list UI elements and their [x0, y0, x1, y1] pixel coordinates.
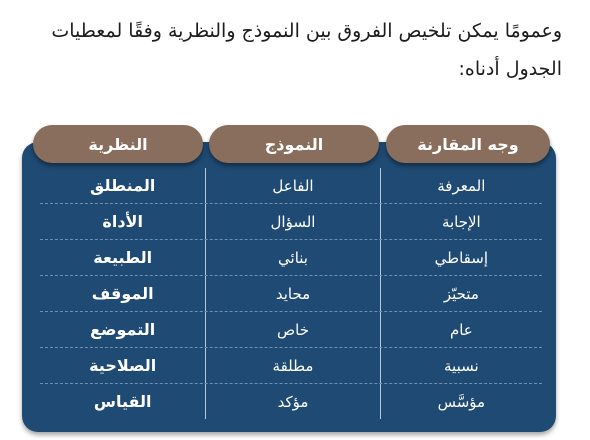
aspect-cell: التموضع: [90, 320, 156, 339]
theory-cell: متحيّز: [443, 284, 479, 303]
model-cell: محايد: [205, 276, 380, 311]
intro-paragraph: وعمومًا يمكن تلخيص الفروق بين النموذج والنظرية وفقًا لمعطيات الجدول أدناه:: [51, 20, 562, 80]
aspect-cell: المنطلق: [90, 176, 156, 195]
table-row: [40, 312, 542, 348]
theory-cell: مؤسَّس: [437, 392, 486, 411]
theory-cell: نسبية: [444, 356, 479, 375]
header-model: النموذج: [209, 125, 379, 163]
table-row: [40, 204, 542, 240]
table-row: [40, 168, 542, 204]
theory-cell: المعرفة: [437, 176, 486, 195]
aspect-cell: القياس: [93, 392, 152, 411]
aspect-cell: الموقف: [91, 284, 154, 303]
header-aspect: وجه المقارنة: [386, 125, 550, 163]
table-row: [40, 276, 542, 312]
aspect-cell: الصلاحية: [89, 356, 157, 375]
theory-cell: إسقاطي: [434, 248, 489, 267]
model-cell: مؤكد: [205, 384, 380, 419]
aspect-cell: الطبيعة: [93, 248, 153, 267]
theory-cell: الإجابة: [441, 212, 481, 231]
table-row: [40, 384, 542, 419]
theory-cell: عام: [449, 320, 473, 339]
model-cell: الفاعل: [205, 168, 380, 203]
comparison-table-grid: [40, 168, 542, 419]
aspect-cell: الأداة: [102, 212, 143, 231]
table-row: [40, 348, 542, 384]
table-row: [40, 240, 542, 276]
model-cell: خاص: [205, 312, 380, 347]
model-cell: بنائي: [205, 240, 380, 275]
header-theory: النظرية: [33, 125, 203, 163]
model-cell: مطلقة: [205, 348, 380, 383]
model-cell: السؤال: [205, 204, 380, 239]
